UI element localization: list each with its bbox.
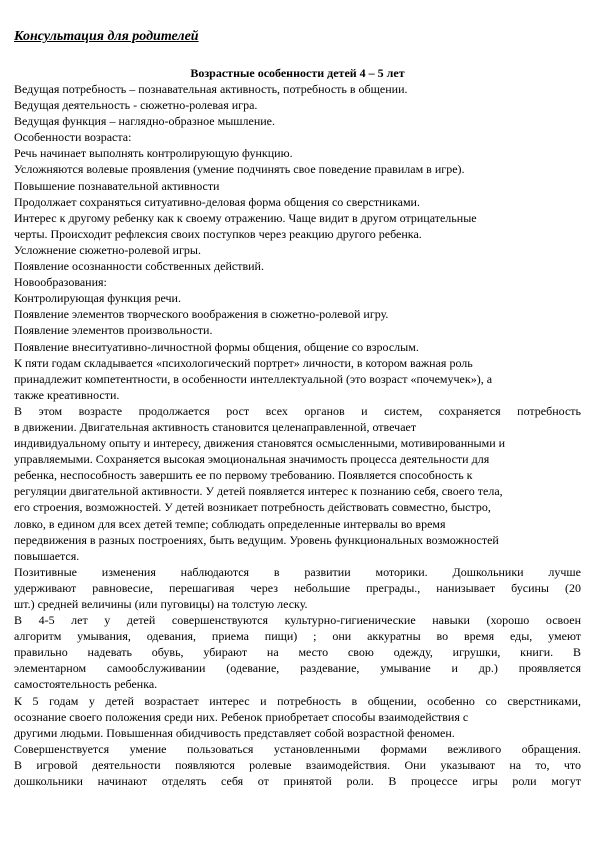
text-line: Появление элементов творческого воображения в сюжетно-ролевой игру.: [14, 307, 389, 322]
text-line: Повышение познавательной активности: [14, 178, 220, 193]
text-line: Усложняются волевые проявления (умение подчинять свое поведение правилам в игре).: [14, 162, 465, 177]
text-line: элементарном самообслуживании (одевание, раздевание, умывание и др.) проявляется: [14, 661, 581, 676]
text-line: управляемыми. Сохраняется высокая эмоциональная значимость процесса деятельности для: [14, 452, 490, 467]
text-line: Ведущая функция – наглядно-образное мышление.: [14, 114, 275, 129]
text-line: его строения, возможностей. У детей возникает потребность действовать совместно, быстро,: [14, 500, 491, 515]
text-line: К пяти годам складывается «психологический портрет» личности, в котором важная роль: [14, 355, 473, 370]
text-line: Ведущая деятельность - сюжетно-ролевая игра.: [14, 98, 258, 113]
text-line: Появление элементов произвольности.: [14, 323, 213, 338]
text-line: регуляции двигательной активности. У детей появляется интерес к познанию себя, своего тела,: [14, 484, 503, 499]
document-title: Консультация для родителей: [14, 29, 199, 44]
text-line: Речь начинает выполнять контролирующую функцию.: [14, 146, 293, 161]
text-line: другими людьми. Повышенная обидчивость представляет собой возрастной феномен.: [14, 725, 455, 740]
text-line: В 4-5 лет у детей совершенствуются культурно-гигиенические навыки (хорошо освоен: [14, 613, 581, 628]
text-line: В этом возрасте продолжается рост всех органов и систем, сохраняется потребность: [14, 403, 581, 418]
text-line: Новообразования:: [14, 275, 107, 290]
text-line: также креативности.: [14, 387, 120, 402]
text-line: дошкольники начинают отделять себя от принятой роли. В процессе игры роли могут: [14, 774, 581, 789]
text-line: повышается.: [14, 548, 80, 563]
text-line: Особенности возраста:: [14, 130, 132, 145]
text-line: передвижения в разных построениях, быть ведущим. Уровень функциональных возможностей: [14, 532, 499, 547]
text-line: шт.) средней величины (или пуговицы) на толстую леску.: [14, 597, 308, 611]
text-line: черты. Происходит рефлексия своих поступков через реакцию другого ребенка.: [14, 226, 422, 241]
text-line: Контролирующая функция речи.: [14, 291, 181, 306]
text-line: осознание своего положения среди них. Ребенок приобретает способы взаимодействия с: [14, 709, 469, 724]
text-line: Ведущая потребность – познавательная активность, потребность в общении.: [14, 82, 408, 96]
text-line: Продолжает сохраняться ситуативно-деловая форма общения со сверстниками.: [14, 194, 420, 209]
text-line: индивидуальному опыту и интересу, движения становятся осмысленными, мотивированными и: [14, 436, 506, 451]
text-line: Интерес к другому ребенку как к своему отражению. Чаще видит в другом отрицательные: [14, 210, 477, 225]
text-line: принадлежит компетентности, в особенности интеллектуальной (это возраст «почемучек»), а: [14, 371, 493, 386]
text-line: Совершенствуется умение пользоваться установленными формами вежливого обращения.: [14, 741, 581, 756]
text-line: Усложнение сюжетно-ролевой игры.: [14, 242, 201, 257]
section-heading: Возрастные особенности детей 4 – 5 лет: [190, 66, 405, 80]
text-line: К 5 годам у детей возрастает интерес и потребность в общении, особенно со сверстниками,: [14, 693, 581, 708]
text-line: удерживают равновесие, перешагивая через небольшие преграды., нанизывает бусины (20: [14, 580, 581, 595]
text-line: ловко, в едином для всех детей темпе; соблюдать определенные интервалы во время: [14, 516, 446, 531]
text-line: Позитивные изменения наблюдаются в развитии моторики. Дошкольники лучше: [14, 564, 581, 579]
text-line: правильно надевать обувь, убирают на место свою одежду, игрушки, книги. В: [14, 645, 581, 660]
text-line: Появление осознанности собственных действий.: [14, 259, 264, 274]
text-line: самостоятельность ребенка.: [14, 677, 158, 692]
text-line: ребенка, неспособность завершить ее по первому требованию. Появляется способность к: [14, 468, 473, 483]
text-line: Появление внеситуативно-личностной формы общения, общение со взрослым.: [14, 339, 419, 354]
text-line: В игровой деятельности появляются ролевые взаимодействия. Они указывают на то, что: [14, 757, 581, 772]
text-line: в движении. Двигательная активность становится целенаправленной, отвечает: [14, 419, 417, 434]
text-line: алгоритм умывания, одевания, приема пищи) ; они аккуратны во время еды, умеют: [14, 629, 581, 644]
document-body: [14, 81, 581, 789]
